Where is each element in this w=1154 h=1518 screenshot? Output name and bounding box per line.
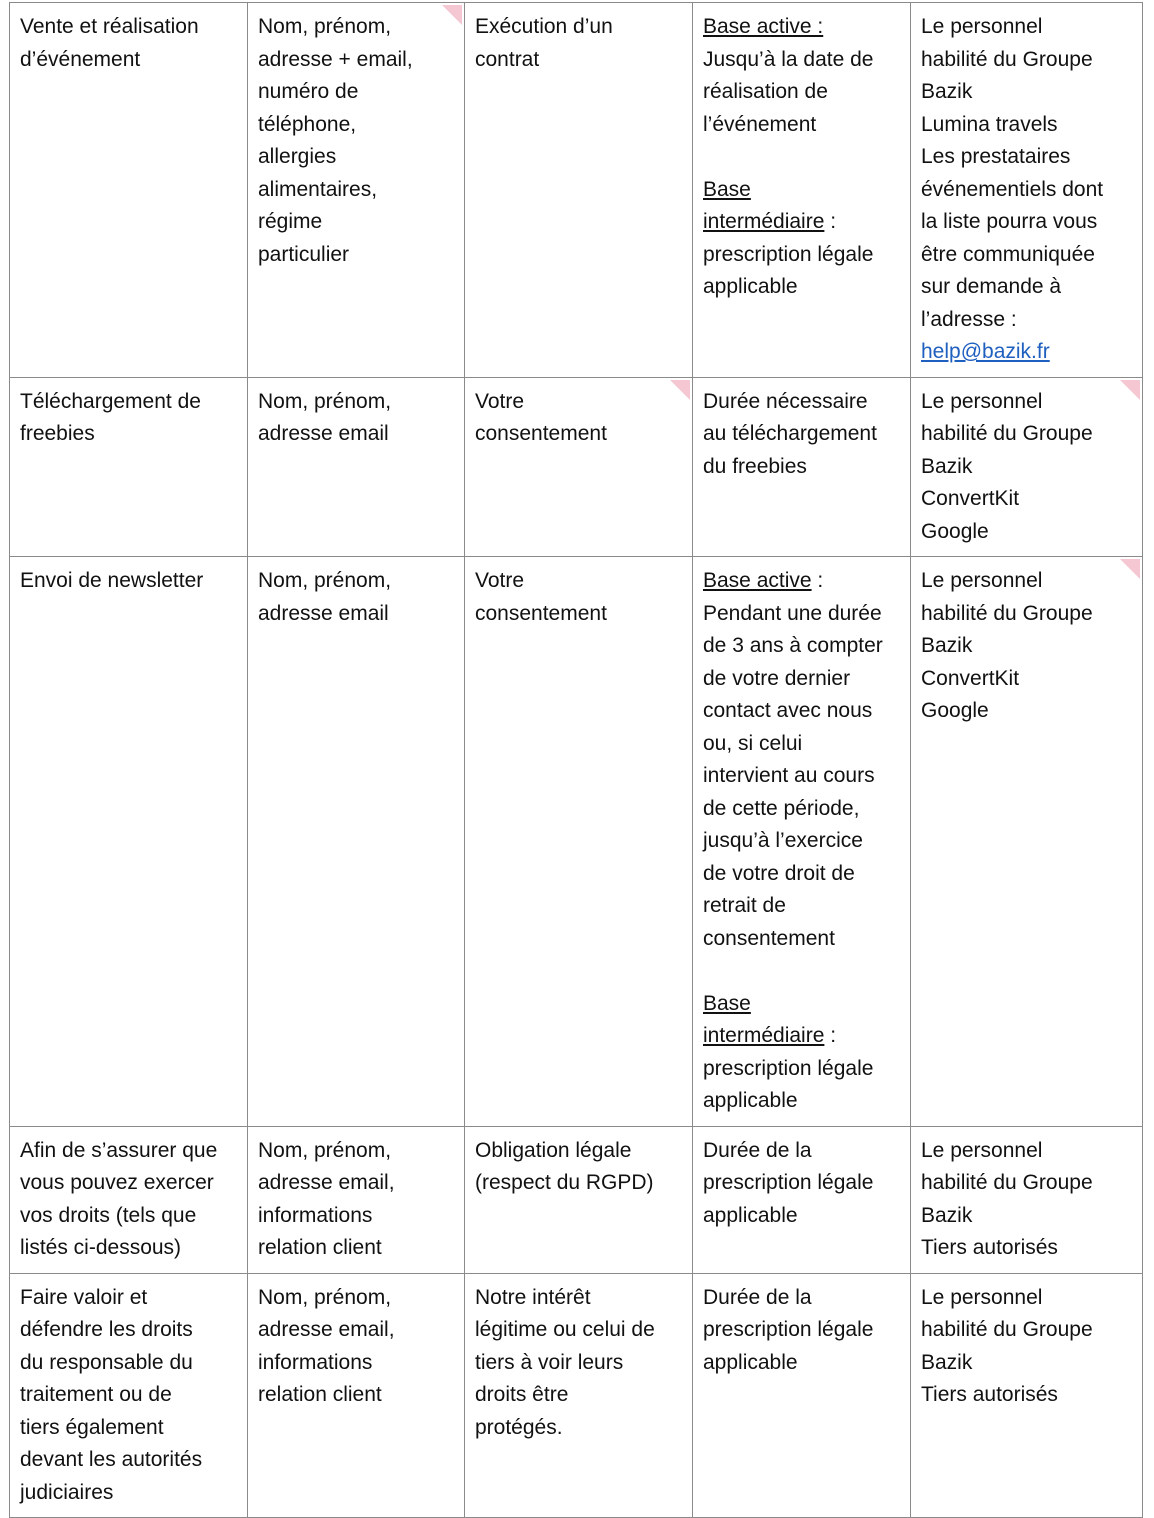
text-line: Afin de s’assurer que [20, 1138, 218, 1162]
text-line: applicable [703, 1350, 798, 1374]
text-line: adresse email [258, 601, 389, 625]
cell-duree [693, 377, 911, 557]
text-line: habilité du Groupe [921, 422, 1093, 445]
text-line: Tiers autorisés [921, 1236, 1058, 1259]
text-line: vos droits (tels que [20, 1203, 197, 1227]
text-line: applicable [703, 275, 798, 298]
text-line: Pendant une durée [703, 601, 882, 625]
comment-marker-icon[interactable] [1120, 559, 1140, 579]
text-line: habilité du Groupe [921, 47, 1093, 71]
text-line: Durée de la [703, 1138, 812, 1162]
cell-base-legale [465, 1273, 693, 1518]
text-line: de votre dernier [703, 666, 851, 690]
separator: : [824, 210, 837, 233]
text-line: particulier [258, 242, 350, 266]
text-line: Vente et réalisation [20, 15, 199, 38]
cell-donnees [248, 1126, 465, 1273]
text-line: habilité du Groupe [921, 601, 1093, 625]
text-line: intervient au cours [703, 764, 875, 787]
text-line: prescription légale [703, 1318, 874, 1341]
text-line: protégés. [475, 1415, 563, 1439]
cell-destinataires [911, 557, 1143, 1127]
text-line: adresse + email, [258, 47, 413, 71]
text-line: Nom, prénom, [258, 1285, 392, 1309]
base-intermediaire-label: Base [703, 177, 751, 201]
text-line: numéro de [258, 80, 359, 103]
text-line: d’événement [20, 47, 141, 71]
text-line: téléphone, [258, 112, 357, 136]
text-line: retrait de [703, 894, 786, 917]
text-line: Google [921, 699, 989, 722]
text-line: Jusqu’à la date de [703, 47, 874, 71]
text-line: consentement [703, 926, 835, 950]
table-row [10, 557, 1143, 1127]
text-line: droits être [475, 1383, 569, 1406]
text-line: du responsable du [20, 1350, 193, 1374]
separator: : [811, 569, 824, 592]
cell-destinataires [911, 377, 1143, 557]
text-line: Google [921, 519, 989, 543]
text-line: Bazik [921, 80, 973, 103]
text-line: tiers à voir leurs [475, 1350, 624, 1374]
text-line: ConvertKit [921, 487, 1020, 510]
text-line: Exécution d’un [475, 15, 613, 38]
text-line: de cette période, [703, 796, 860, 820]
text-line: habilité du Groupe [921, 1318, 1093, 1341]
text-line: tiers également [20, 1415, 164, 1439]
text-line: régime [258, 210, 323, 233]
text-line: Faire valoir et [20, 1285, 148, 1309]
text-line: informations [258, 1350, 373, 1374]
cell-finalite [10, 3, 248, 378]
text-line: Le personnel [921, 389, 1043, 413]
text-line: Bazik [921, 454, 973, 478]
text-line: applicable [703, 1089, 798, 1112]
text-line: la liste pourra vous [921, 210, 1098, 233]
text-line: contact avec nous [703, 699, 873, 722]
text-line: Bazik [921, 1350, 973, 1374]
cell-donnees [248, 3, 465, 378]
cell-destinataires [911, 1126, 1143, 1273]
text-line: Nom, prénom, [258, 1138, 392, 1162]
text-line: Durée de la [703, 1285, 812, 1309]
text-line: Nom, prénom, [258, 389, 392, 413]
base-active-label: Base active : [703, 15, 824, 38]
data-processing-table [9, 2, 1143, 1518]
text-line: ConvertKit [921, 666, 1020, 690]
text-line: devant les autorités [20, 1448, 203, 1471]
cell-base-legale [465, 557, 693, 1127]
text-line: adresse email, [258, 1318, 395, 1341]
text-line: applicable [703, 1203, 798, 1227]
text-line: Lumina travels [921, 112, 1058, 136]
cell-donnees [248, 557, 465, 1127]
text-line: Le personnel [921, 569, 1043, 592]
base-intermediaire-label: intermédiaire [703, 210, 825, 233]
text-line: consentement [475, 422, 607, 445]
cell-duree [693, 1273, 911, 1518]
text-line: ou, si celui [703, 731, 803, 755]
text-line: traitement ou de [20, 1383, 172, 1406]
text-line: listés ci-dessous) [20, 1236, 182, 1259]
text-line: Bazik [921, 1203, 973, 1227]
comment-marker-icon[interactable] [670, 380, 690, 400]
text-line: prescription légale [703, 242, 874, 266]
text-line: informations [258, 1203, 373, 1227]
text-line: adresse email, [258, 1171, 395, 1194]
cell-finalite [10, 557, 248, 1127]
cell-duree [693, 557, 911, 1127]
cell-donnees [248, 1273, 465, 1518]
text-line: au téléchargement [703, 422, 877, 445]
table-row [10, 377, 1143, 557]
cell-base-legale [465, 3, 693, 378]
cell-finalite [10, 377, 248, 557]
text-line: Les prestataires [921, 145, 1071, 168]
comment-marker-icon[interactable] [442, 5, 462, 25]
text-line: freebies [20, 422, 95, 445]
text-line: Nom, prénom, [258, 15, 392, 38]
cell-finalite [10, 1126, 248, 1273]
text-line: prescription légale [703, 1056, 874, 1080]
text-line: Notre intérêt [475, 1285, 591, 1309]
text-line: prescription légale [703, 1171, 874, 1194]
base-intermediaire-label: Base [703, 991, 751, 1015]
text-line: Tiers autorisés [921, 1383, 1058, 1406]
cell-donnees [248, 377, 465, 557]
text-line: Le personnel [921, 15, 1043, 38]
text-line: être communiquée [921, 242, 1095, 266]
cell-duree [693, 3, 911, 378]
text-line: consentement [475, 601, 607, 625]
text-line: Bazik [921, 634, 973, 657]
cell-base-legale [465, 377, 693, 557]
text-line: de votre droit de [703, 861, 855, 885]
cell-destinataires [911, 1273, 1143, 1518]
text-line: Téléchargement de [20, 389, 201, 413]
text-line: sur demande à [921, 275, 1062, 298]
text-line: allergies [258, 145, 337, 168]
text-line: vous pouvez exercer [20, 1171, 214, 1194]
text-line: habilité du Groupe [921, 1171, 1093, 1194]
base-intermediaire-label: intermédiaire [703, 1024, 825, 1047]
text-line: l’adresse : [921, 307, 1017, 331]
base-active-label: Base active [703, 569, 812, 592]
text-line: alimentaires, [258, 177, 378, 201]
comment-marker-icon[interactable] [1120, 380, 1140, 400]
text-line: Votre [475, 569, 525, 592]
text-line: Votre [475, 389, 525, 413]
table-row [10, 1273, 1143, 1518]
text-line: relation client [258, 1236, 382, 1259]
text-line: Nom, prénom, [258, 569, 392, 592]
separator: : [824, 1024, 837, 1047]
cell-base-legale [465, 1126, 693, 1273]
table-row [10, 1126, 1143, 1273]
text-line: Obligation légale [475, 1138, 632, 1162]
text-line: Le personnel [921, 1138, 1043, 1162]
text-line: adresse email [258, 422, 389, 445]
text-line: Durée nécessaire [703, 389, 868, 413]
text-line: réalisation de [703, 80, 828, 103]
cell-duree [693, 1126, 911, 1273]
text-line: défendre les droits [20, 1318, 193, 1341]
text-line: Le personnel [921, 1285, 1043, 1309]
text-line: l’événement [703, 112, 817, 136]
text-line: judiciaires [20, 1480, 114, 1504]
text-line: relation client [258, 1383, 382, 1406]
cell-finalite [10, 1273, 248, 1518]
email-link[interactable]: help@bazik.fr [921, 340, 1050, 363]
text-line: jusqu’à l’exercice [703, 829, 863, 852]
text-line: légitime ou celui de [475, 1318, 655, 1341]
table-row [10, 3, 1143, 378]
text-line: du freebies [703, 454, 807, 478]
cell-destinataires [911, 3, 1143, 378]
text-line: de 3 ans à compter [703, 634, 883, 657]
text-line: Envoi de newsletter [20, 569, 204, 592]
text-line: contrat [475, 47, 540, 71]
text-line: événementiels dont [921, 177, 1104, 201]
text-line: (respect du RGPD) [475, 1171, 654, 1194]
